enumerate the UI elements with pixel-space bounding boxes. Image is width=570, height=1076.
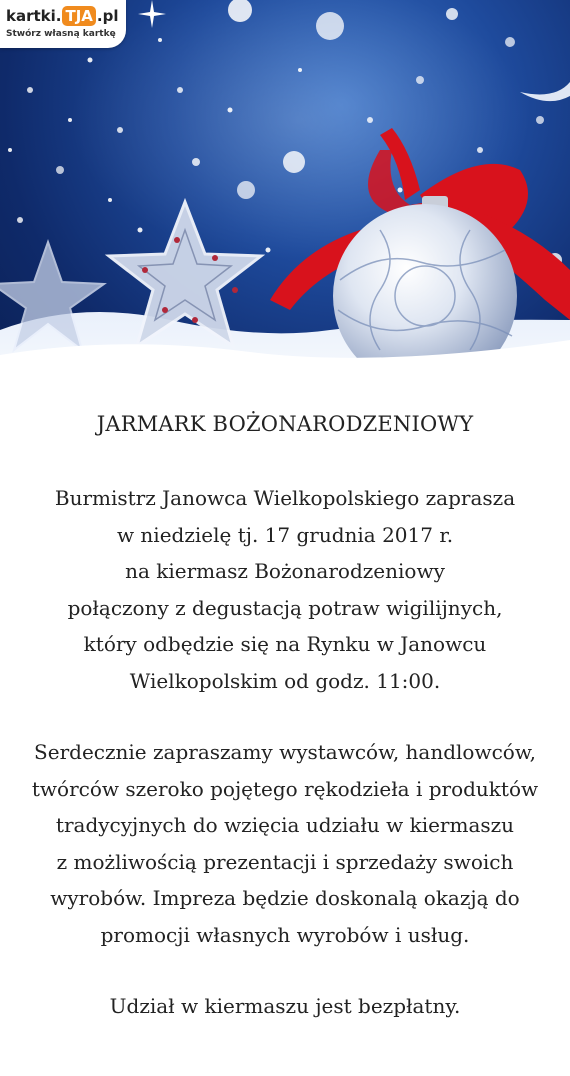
text-line: który odbędzie się na Rynku w Janowcu <box>83 632 487 656</box>
logo-badge: TJA <box>62 6 95 26</box>
text-line: z możliwością prezentacji i sprzedaży swoich <box>56 849 514 874</box>
card-title: JARMARK BOŻONARODZENIOWY <box>96 412 474 436</box>
text-line: twórców szeroko pojętego rękodzieła i produktów <box>31 776 539 801</box>
exhibitors-paragraph <box>0 734 570 953</box>
text-line: połączony z degustacją potraw wigilijnych, <box>67 595 503 620</box>
logo-suffix: .pl <box>96 7 119 25</box>
text-line: Serdecznie zapraszamy wystawców, handlowców, <box>34 740 536 764</box>
invitation-paragraph <box>0 480 570 699</box>
logo-wordmark <box>6 4 118 28</box>
site-logo[interactable] <box>0 0 126 48</box>
free-participation-paragraph <box>0 988 570 1025</box>
text-line: Udział w kiermaszu jest bezpłatny. <box>109 994 461 1018</box>
logo-tagline: Stwórz własną kartkę <box>6 29 116 39</box>
christmas-scene-image <box>0 0 570 420</box>
text-line: w niedzielę tj. 17 grudnia 2017 r. <box>116 522 454 547</box>
text-line: tradycyjnych do wzięcia udziału w kiermaszu <box>55 813 515 837</box>
text-line: promocji własnych wyrobów i usług. <box>100 922 470 947</box>
christmas-scene-illustration <box>0 0 570 420</box>
logo-prefix: kartki. <box>6 7 62 25</box>
text-line: Burmistrz Janowca Wielkopolskiego zaprasza <box>54 486 516 510</box>
text-line: wyrobów. Impreza będzie doskonalą okazją do <box>50 886 520 910</box>
moon-icon <box>520 82 570 101</box>
text-line: na kiermasz Bożonarodzeniowy <box>125 559 445 583</box>
text-line: Wielkopolskim od godz. 11:00. <box>129 668 441 693</box>
